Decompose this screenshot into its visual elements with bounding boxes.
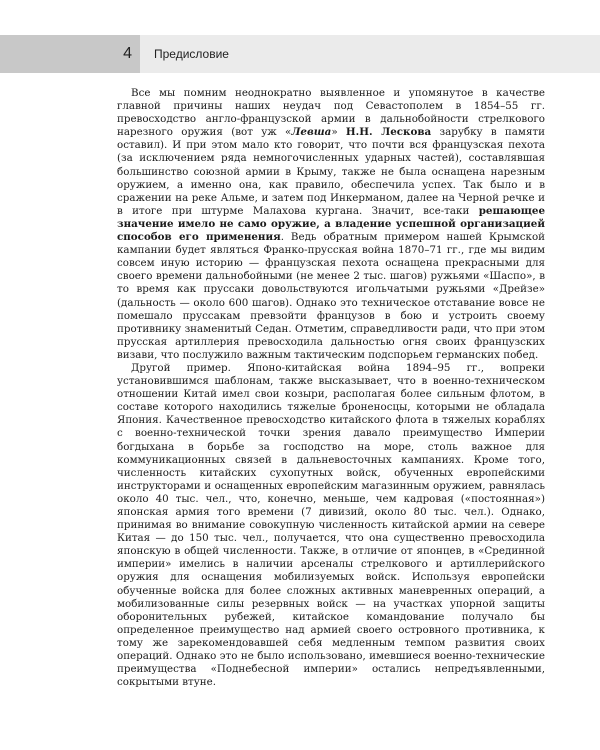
p1-text-b: »	[331, 126, 346, 139]
paragraph-1	[117, 87, 545, 362]
running-title-box	[140, 35, 600, 73]
page-number: 4	[123, 45, 132, 62]
p1-author-name: Н.Н. Лескова	[345, 126, 432, 139]
page-number-box	[0, 35, 140, 73]
p1-book-title: Левша	[291, 126, 332, 139]
p1-text-d: . Ведь обратным примером нашей Крымской кампании будет являться Франко-прусская война 1870–71 гг., где мы видим совсем иную историю — французская пехота оснащена прекрасными для своего времени дальнобойными (не менее 2 тыс. шагов) ружьями «Шаспо», в то время как пруссаки довольствуются игольчатыми ружьями «Дрейзе» (дальность — около 600 шагов). Однако это техническое отставание вовсе не помешало пруссакам превзойти французов в бою и устроить своему противнику знаменитый Седан. Отметим, справедливости ради, что при этом прусская артиллерия превосходила дальностью огня своих французских визави, что послужило важным тактическим подспорьем германских побед.	[117, 231, 546, 361]
body-text	[117, 87, 545, 689]
running-header	[0, 35, 600, 73]
running-title: Предисловие	[154, 47, 229, 61]
p1-text-c: зарубку в памяти оставил). И при этом мало кто говорит, что почти вся французская пехота (за исключением ряда немногочисленных ударных частей), составлявшая большинство союзной армии в Крыму, также не была оснащена нарезным оружием, а именно она, как правило, обеспечила успех. Так было и в сражении на реке Альме, и затем под Инкерманом, далее на Черной речке и в итоге при штурме Малахова кургана. Значит, все-таки	[117, 126, 545, 217]
p1-text-a: Все мы помним неоднократно выявленное и упомянутое в качестве главной причины наших неудач под Севастополем в 1854–55 гг. превосходство англо-французской армии в дальнобойности стрелкового нарезного оружия (вот уж «	[117, 87, 545, 139]
p1-emphasis: решающее значение имело не само оружие, а владение успешной организацией способов его применения	[117, 204, 545, 244]
paragraph-2: Другой пример. Японо-китайская война 1894–95 гг., вопреки установившимся шаблонам, также высказывает, что в военно-техническом отношении Китай имел свои козыри, располагая более сильным флотом, в составе которого находились тяжелые броненосцы, которыми не обладала Япония. Качественное превосходство китайского флота в тяжелых кораблях с военно-технической точки зрения давало преимущество Империи богдыхана в борьбе за господство на море, столь важное для коммуникационных связей в дальневосточных кампаниях. Кроме того, численность китайских сухопутных войск, обученных европейскими инструкторами и оснащенных европейским магазинным оружием, равнялась около 40 тыс. чел., что, конечно, меньше, чем кадровая («постоянная») японская армия того времени (7 дивизий, около 80 тыс. чел.). Однако, принимая во внимание совокупную численность китайской армии на севере Китая — до 150 тыс. чел., получается, что она существенно превосходила японскую в общей численности. Также, в отличие от японцев, в «Срединной империи» имелись в наличии арсеналы стрелкового и артиллерийского оружия для оснащения мобилизуемых войск. Используя европейски обученные войска для более сложных активных маневренных операций, а мобилизованные силы резервных войск — на участках упорной защиты оборонительных рубежей, китайское командование получало бы определенное преимущество над армией своего островного противника, к тому же зарекомендовавшей себя медленным темпом развития своих операций. Однако это не было использовано, имевшиеся военно-технические преимущества «Поднебесной империи» остались непредъявленными, сокрытыми втуне.	[117, 361, 545, 689]
